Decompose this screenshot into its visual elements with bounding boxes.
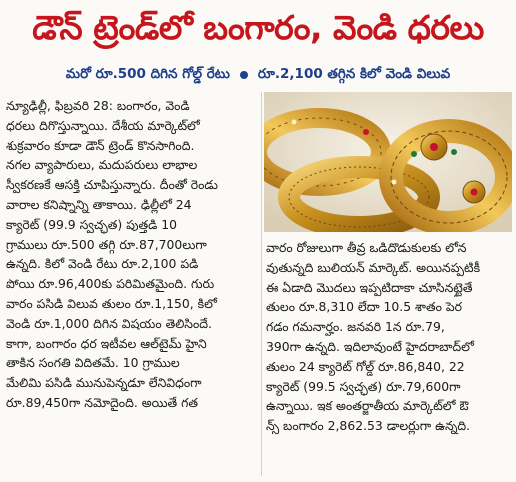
article-column-left [6, 96, 258, 413]
article-line: 390గా ఉన్నది. ఇదిలావుంటే హైదరాబాద్‌లో [266, 338, 474, 354]
article-line: తాకిన సంగతి విదితమే. 10 గ్రాముల [6, 355, 180, 371]
headline: డౌన్ ట్రెండ్‌లో బంగారం, వెండి ధరలు [32, 7, 484, 47]
article-line: నగల వ్యాపారులు, మదుపరులు లాభాల [6, 157, 198, 173]
article-line: కాగా, బంగారం ధర ఇటీవల ఆల్‌టైమ్ హైని [6, 335, 207, 351]
bullet-dot-icon [240, 71, 248, 79]
article-line: తులం రూ.8,310 లేదా 10.5 శాతం పెర [266, 299, 462, 315]
subhead-left: మరో రూ.500 దిగిన గోల్డ్ రేటు [65, 65, 230, 82]
subheadline [0, 60, 516, 90]
article-line: క్యారెట్ (99.9 స్వచ్ఛత) పుత్తడి 10 [6, 216, 178, 232]
article-line: ఈ ఏడాది మొదలు ఇప్పటిదాకా చూసినట్టైతే [266, 279, 473, 295]
article-line: వారం రోజులుగా తీవ్ర ఒడిదొడుకులకు లోన [266, 240, 467, 255]
article-line: స్వీకరణకే ఆసక్తి చూపిస్తున్నారు. దీంతో రెండు [6, 177, 218, 193]
article-line: వుతున్నది బులియన్ మార్కెట్. అయినప్పటికీ [266, 259, 481, 275]
article-line: ధరలు దిగొస్తున్నాయి. దేశీయ మార్కెట్‌లో [6, 117, 200, 133]
gold-bangles-icon [264, 92, 512, 232]
article-line: న్స్ బంగారం 2,862.53 డాలర్లుగా ఉన్నది. [266, 418, 471, 434]
article-line: వారం పసిడి విలువ తులం రూ.1,150, కిలో [6, 295, 217, 311]
article-column-right [266, 238, 512, 436]
article-line: రూ.89,450గా నమోదైంది. అయితే గత [6, 394, 198, 410]
article-line: ఉన్నాయి. ఇక అంతర్జాతీయ మార్కెట్‌లో ఔ [266, 398, 469, 414]
article-line: తులం 24 క్యారెట్ గోల్డ్ రూ.86,840, 22 [266, 358, 465, 374]
subhead-right: రూ.2,100 తగ్గిన కిలో వెండి విలువ [257, 65, 451, 82]
article-line: న్యూఢిల్లీ, ఫిబ్రవరి 28: బంగారం, వెండి [6, 98, 190, 113]
article-line: ఉన్నది. కిలో వెండి రేటు రూ.2,100 పడి [6, 256, 199, 272]
article-line: వెండి రూ.1,000 దిగిన విషయం తెలిసిందే. [6, 315, 212, 331]
article-line: పోయి రూ.96,400కు పరిమితమైంది. గురు [6, 276, 215, 292]
article-line: వారాల కనిష్నాన్ని తాకాయి. ఢిల్లీలో 24 [6, 196, 192, 212]
column-divider [261, 92, 262, 476]
gold-jewellery-photo [264, 92, 512, 232]
article-line: మేలిమి పసిడి మునుపెన్నడూ లేనివిధంగా [6, 375, 202, 391]
article-line: గడం గమనార్హం. జనవరి 1న రూ.79, [266, 319, 445, 335]
article-line: శుక్రవారం కూడా డౌన్ ట్రెండ్ కొనసాగింది. [6, 137, 195, 153]
article-line: క్యారెట్ (99.5 స్వచ్ఛత) రూ.79,600గా [266, 378, 461, 394]
article-line: గ్రాములు రూ.500 తగ్గి రూ.87,700లుగా [6, 236, 207, 252]
